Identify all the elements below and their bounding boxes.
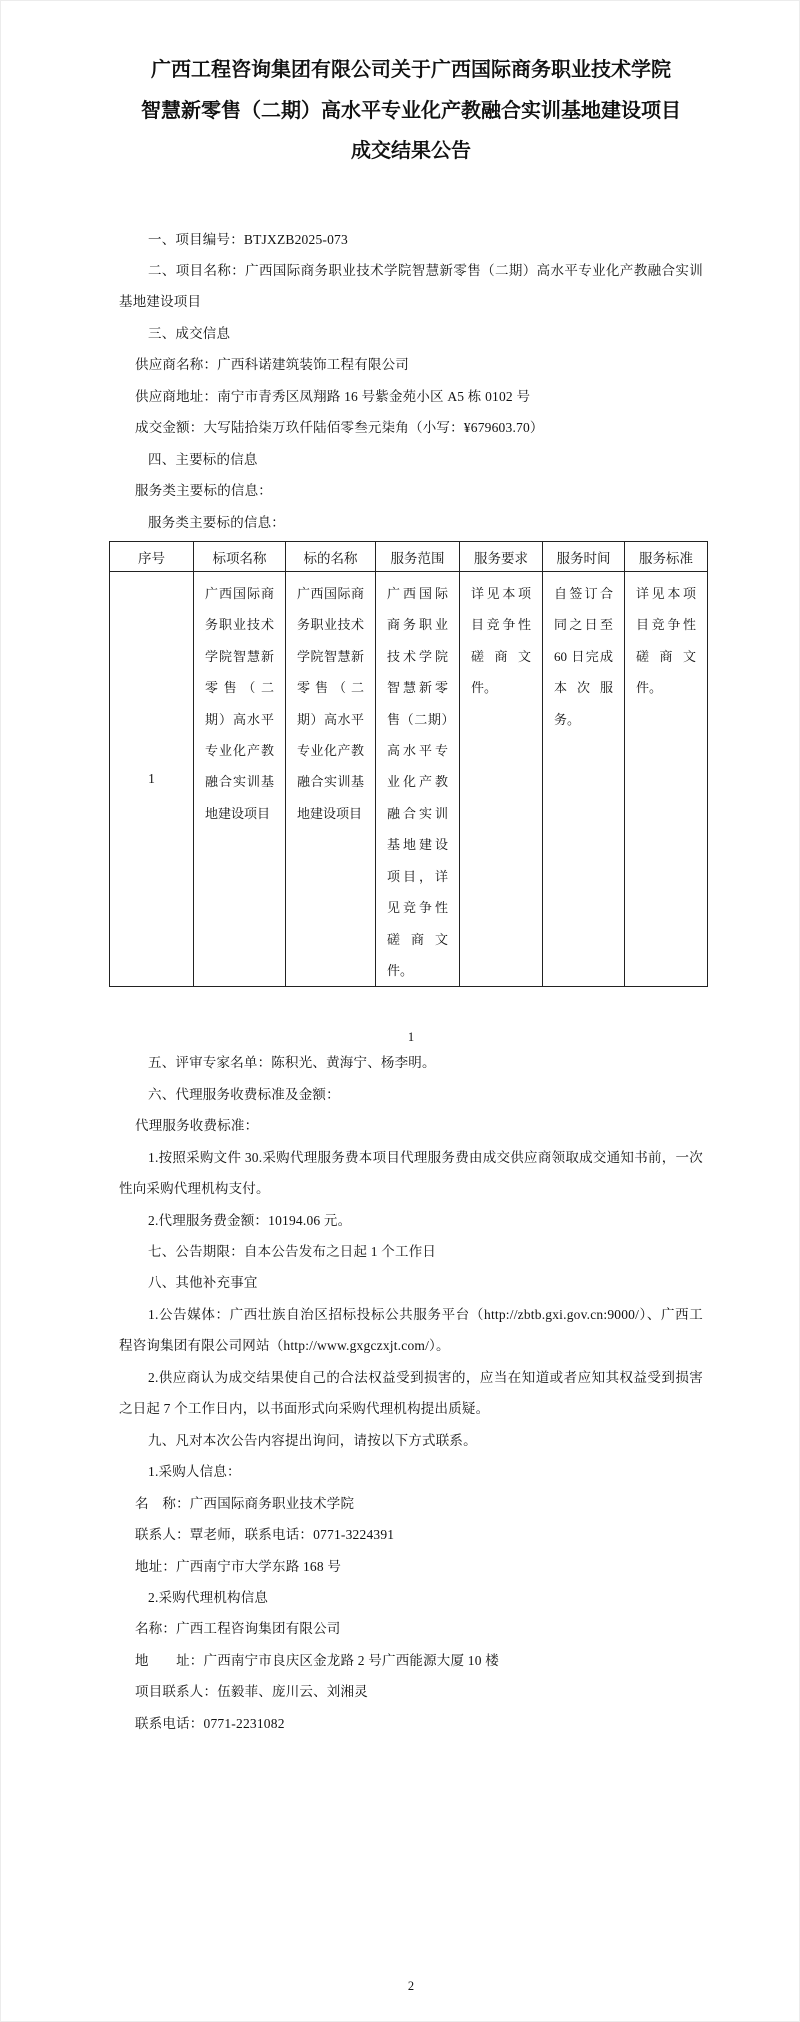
page-number-1: 1 bbox=[407, 1030, 415, 1045]
para-supplier-name: 供应商名称：广西科诺建筑装饰工程有限公司 bbox=[135, 357, 409, 373]
header-item-name: 标项名称 bbox=[194, 542, 286, 572]
para-service-subject-label-1: 服务类主要标的信息： bbox=[135, 483, 272, 499]
para-buyer-address: 地址：广西南宁市大学东路 168 号 bbox=[135, 1558, 342, 1574]
header-service-requirements: 服务要求 bbox=[460, 542, 543, 572]
para-supplier-address: 供应商地址：南宁市青秀区凤翔路 16 号紫金苑小区 A5 栋 0102 号 bbox=[135, 388, 531, 404]
cell-service-time: 自签订合同之日至 60 日完成本次服务。 bbox=[543, 572, 625, 987]
header-service-time: 服务时间 bbox=[543, 542, 625, 572]
para-expert-list: 五、评审专家名单：陈积光、黄海宁、杨李明。 bbox=[148, 1055, 436, 1071]
para-deal-amount: 成交金额：大写陆拾柒万玖仟陆佰零叁元柒角（小写：¥679603.70） bbox=[135, 420, 544, 436]
para-agency-address: 地 址：广西南宁市良庆区金龙路 2 号广西能源大厦 10 楼 bbox=[135, 1652, 499, 1668]
cell-seq: 1 bbox=[110, 572, 194, 987]
table-header-row bbox=[110, 542, 708, 572]
para-agency-fee-rule: 1.按照采购文件 30.采购代理服务费本项目代理服务费由成交供应商领取成交通知书前，一次性向采购代理机构支付。 bbox=[119, 1149, 703, 1197]
para-buyer-name: 名 称：广西国际商务职业技术学院 bbox=[135, 1495, 355, 1511]
para-service-subject-label-2: 服务类主要标的信息： bbox=[148, 514, 285, 530]
para-announcement-media: 1.公告媒体：广西壮族自治区招标投标公共服务平台（http://zbtb.gxi.gov.cn:9000/）、广西工程咨询集团有限公司网站（http://www.gxgczxjt.com/）。 bbox=[119, 1306, 703, 1354]
intro-sections bbox=[119, 224, 703, 539]
para-agency-name: 名称：广西工程咨询集团有限公司 bbox=[135, 1621, 341, 1637]
para-announcement-period: 七、公告期限：自本公告发布之日起 1 个工作日 bbox=[148, 1244, 437, 1260]
para-agency-contacts: 项目联系人：伍毅菲、庞川云、刘湘灵 bbox=[135, 1684, 368, 1700]
heading-contact: 九、凡对本次公告内容提出询问，请按以下方式联系。 bbox=[148, 1432, 477, 1448]
title-line-3: 成交结果公告 bbox=[351, 140, 471, 162]
para-agency-info-label: 2.采购代理机构信息 bbox=[148, 1590, 269, 1606]
header-subject-name: 标的名称 bbox=[286, 542, 376, 572]
cell-item-name: 广西国际商务职业技术学院智慧新零售（二期）高水平专业化产教融合实训基地建设项目 bbox=[194, 572, 286, 987]
cell-service-scope: 广西国际商务职业技术学院智慧新零售（二期）高水平专业化产教融合实训基地建设项目，详见竞争性磋商文件。 bbox=[376, 572, 460, 987]
cell-service-standard: 详见本项目竞争性磋商文件。 bbox=[625, 572, 708, 987]
header-seq: 序号 bbox=[110, 542, 194, 572]
title-line-1: 广西工程咨询集团有限公司关于广西国际商务职业技术学院 bbox=[151, 59, 671, 81]
cell-service-requirements: 详见本项目竞争性磋商文件。 bbox=[460, 572, 543, 987]
para-challenge-notice: 2.供应商认为成交结果使自己的合法权益受到损害的，应当在知道或者应知其权益受到损害之日起 7 个工作日内，以书面形式向采购代理机构提出质疑。 bbox=[119, 1369, 703, 1417]
main-subject-table bbox=[109, 541, 708, 987]
para-agency-fee-standard-label: 代理服务收费标准： bbox=[135, 1118, 259, 1134]
para-agency-phone: 联系电话：0771-2231082 bbox=[135, 1715, 285, 1731]
document-body bbox=[1, 1, 799, 1996]
para-project-number: 一、项目编号：BTJXZB2025-073 bbox=[148, 231, 348, 247]
cell-subject-name: 广西国际商务职业技术学院智慧新零售（二期）高水平专业化产教融合实训基地建设项目 bbox=[286, 572, 376, 987]
para-buyer-info-label: 1.采购人信息： bbox=[148, 1464, 241, 1480]
table-row bbox=[110, 572, 708, 987]
heading-other-matters: 八、其他补充事宜 bbox=[148, 1275, 258, 1291]
header-service-scope: 服务范围 bbox=[376, 542, 460, 572]
post-table-sections bbox=[119, 1047, 703, 1739]
heading-agency-fee: 六、代理服务收费标准及金额： bbox=[148, 1086, 340, 1102]
heading-main-subject: 四、主要标的信息 bbox=[148, 451, 258, 467]
title-line-2: 智慧新零售（二期）高水平专业化产教融合实训基地建设项目 bbox=[141, 99, 681, 122]
para-project-name: 二、项目名称：广西国际商务职业技术学院智慧新零售（二期）高水平专业化产教融合实训基地建设项目 bbox=[119, 262, 703, 310]
page-number-2: 2 bbox=[407, 1979, 415, 1994]
para-buyer-contact: 联系人：覃老师，联系电话：0771-3224391 bbox=[135, 1527, 395, 1543]
heading-deal-info: 三、成交信息 bbox=[148, 325, 231, 341]
header-service-standard: 服务标准 bbox=[625, 542, 708, 572]
document-title bbox=[119, 1, 703, 172]
para-agency-fee-amount: 2.代理服务费金额：10194.06 元。 bbox=[148, 1212, 352, 1228]
